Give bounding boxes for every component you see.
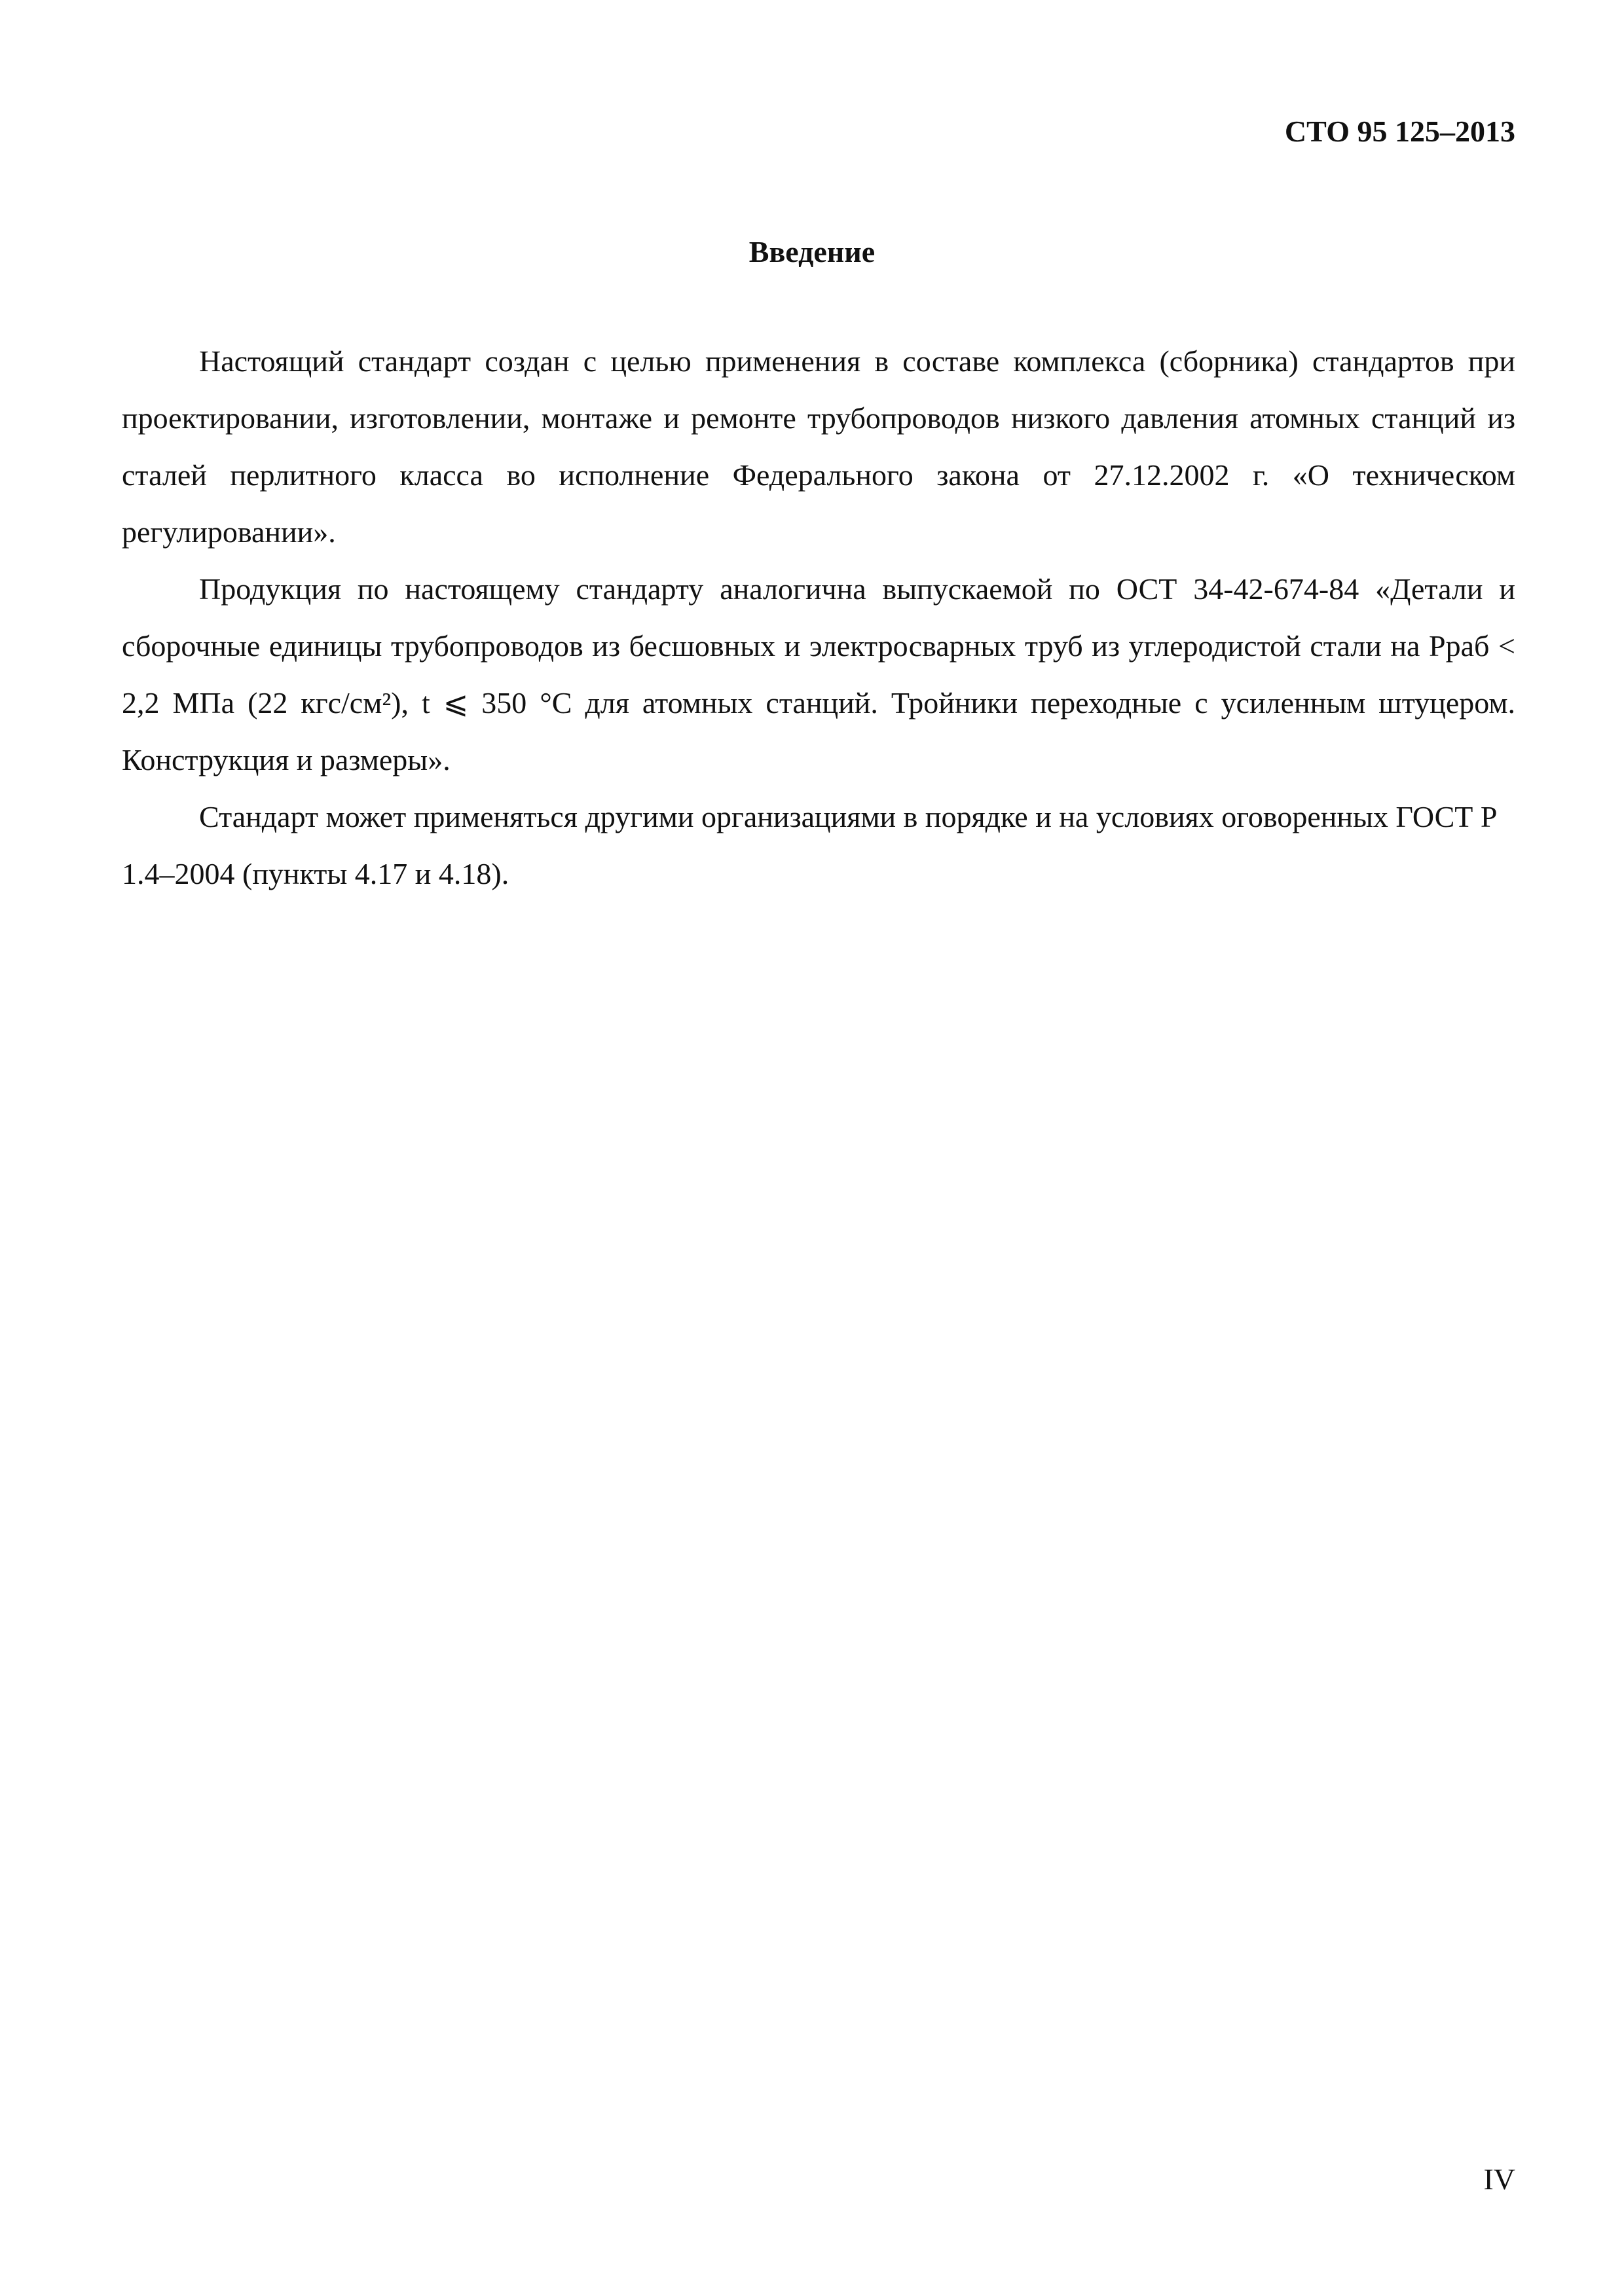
paragraph-purpose: Настоящий стандарт создан с целью применения в составе комплекса (сборника) стандартов при проектировании, изготовлении, монтаже и ремонте трубопроводов низкого давления атомных станций из сталей перлитного класса во исполнение Федерального закона от 27.12.2002 г. «О техническом регулировании». — [122, 344, 1515, 549]
paragraph-analog-product: Продукция по настоящему стандарту аналогична выпускаемой по ОСТ 34-42-674-84 «Детали и сборочные единицы трубопроводов из бесшовных и электросварных труб из углеродистой стали на Рраб < 2,2 МПа (22 кгс/см²), t ⩽ 350 °С для атомных станций. Тройники переходные с усиленным штуцером. Конструкция и размеры». — [122, 572, 1515, 776]
body-text — [122, 333, 1515, 902]
section-title: Введение — [748, 235, 876, 268]
page-number: IV — [1483, 2162, 1515, 2196]
paragraph-application: Стандарт может применяться другими организациями в порядке и на условиях оговоренных ГОСТ Р 1.4–2004 (пункты 4.17 и 4.18). — [122, 800, 1498, 890]
document-code: СТО 95 125–2013 — [1284, 115, 1515, 148]
